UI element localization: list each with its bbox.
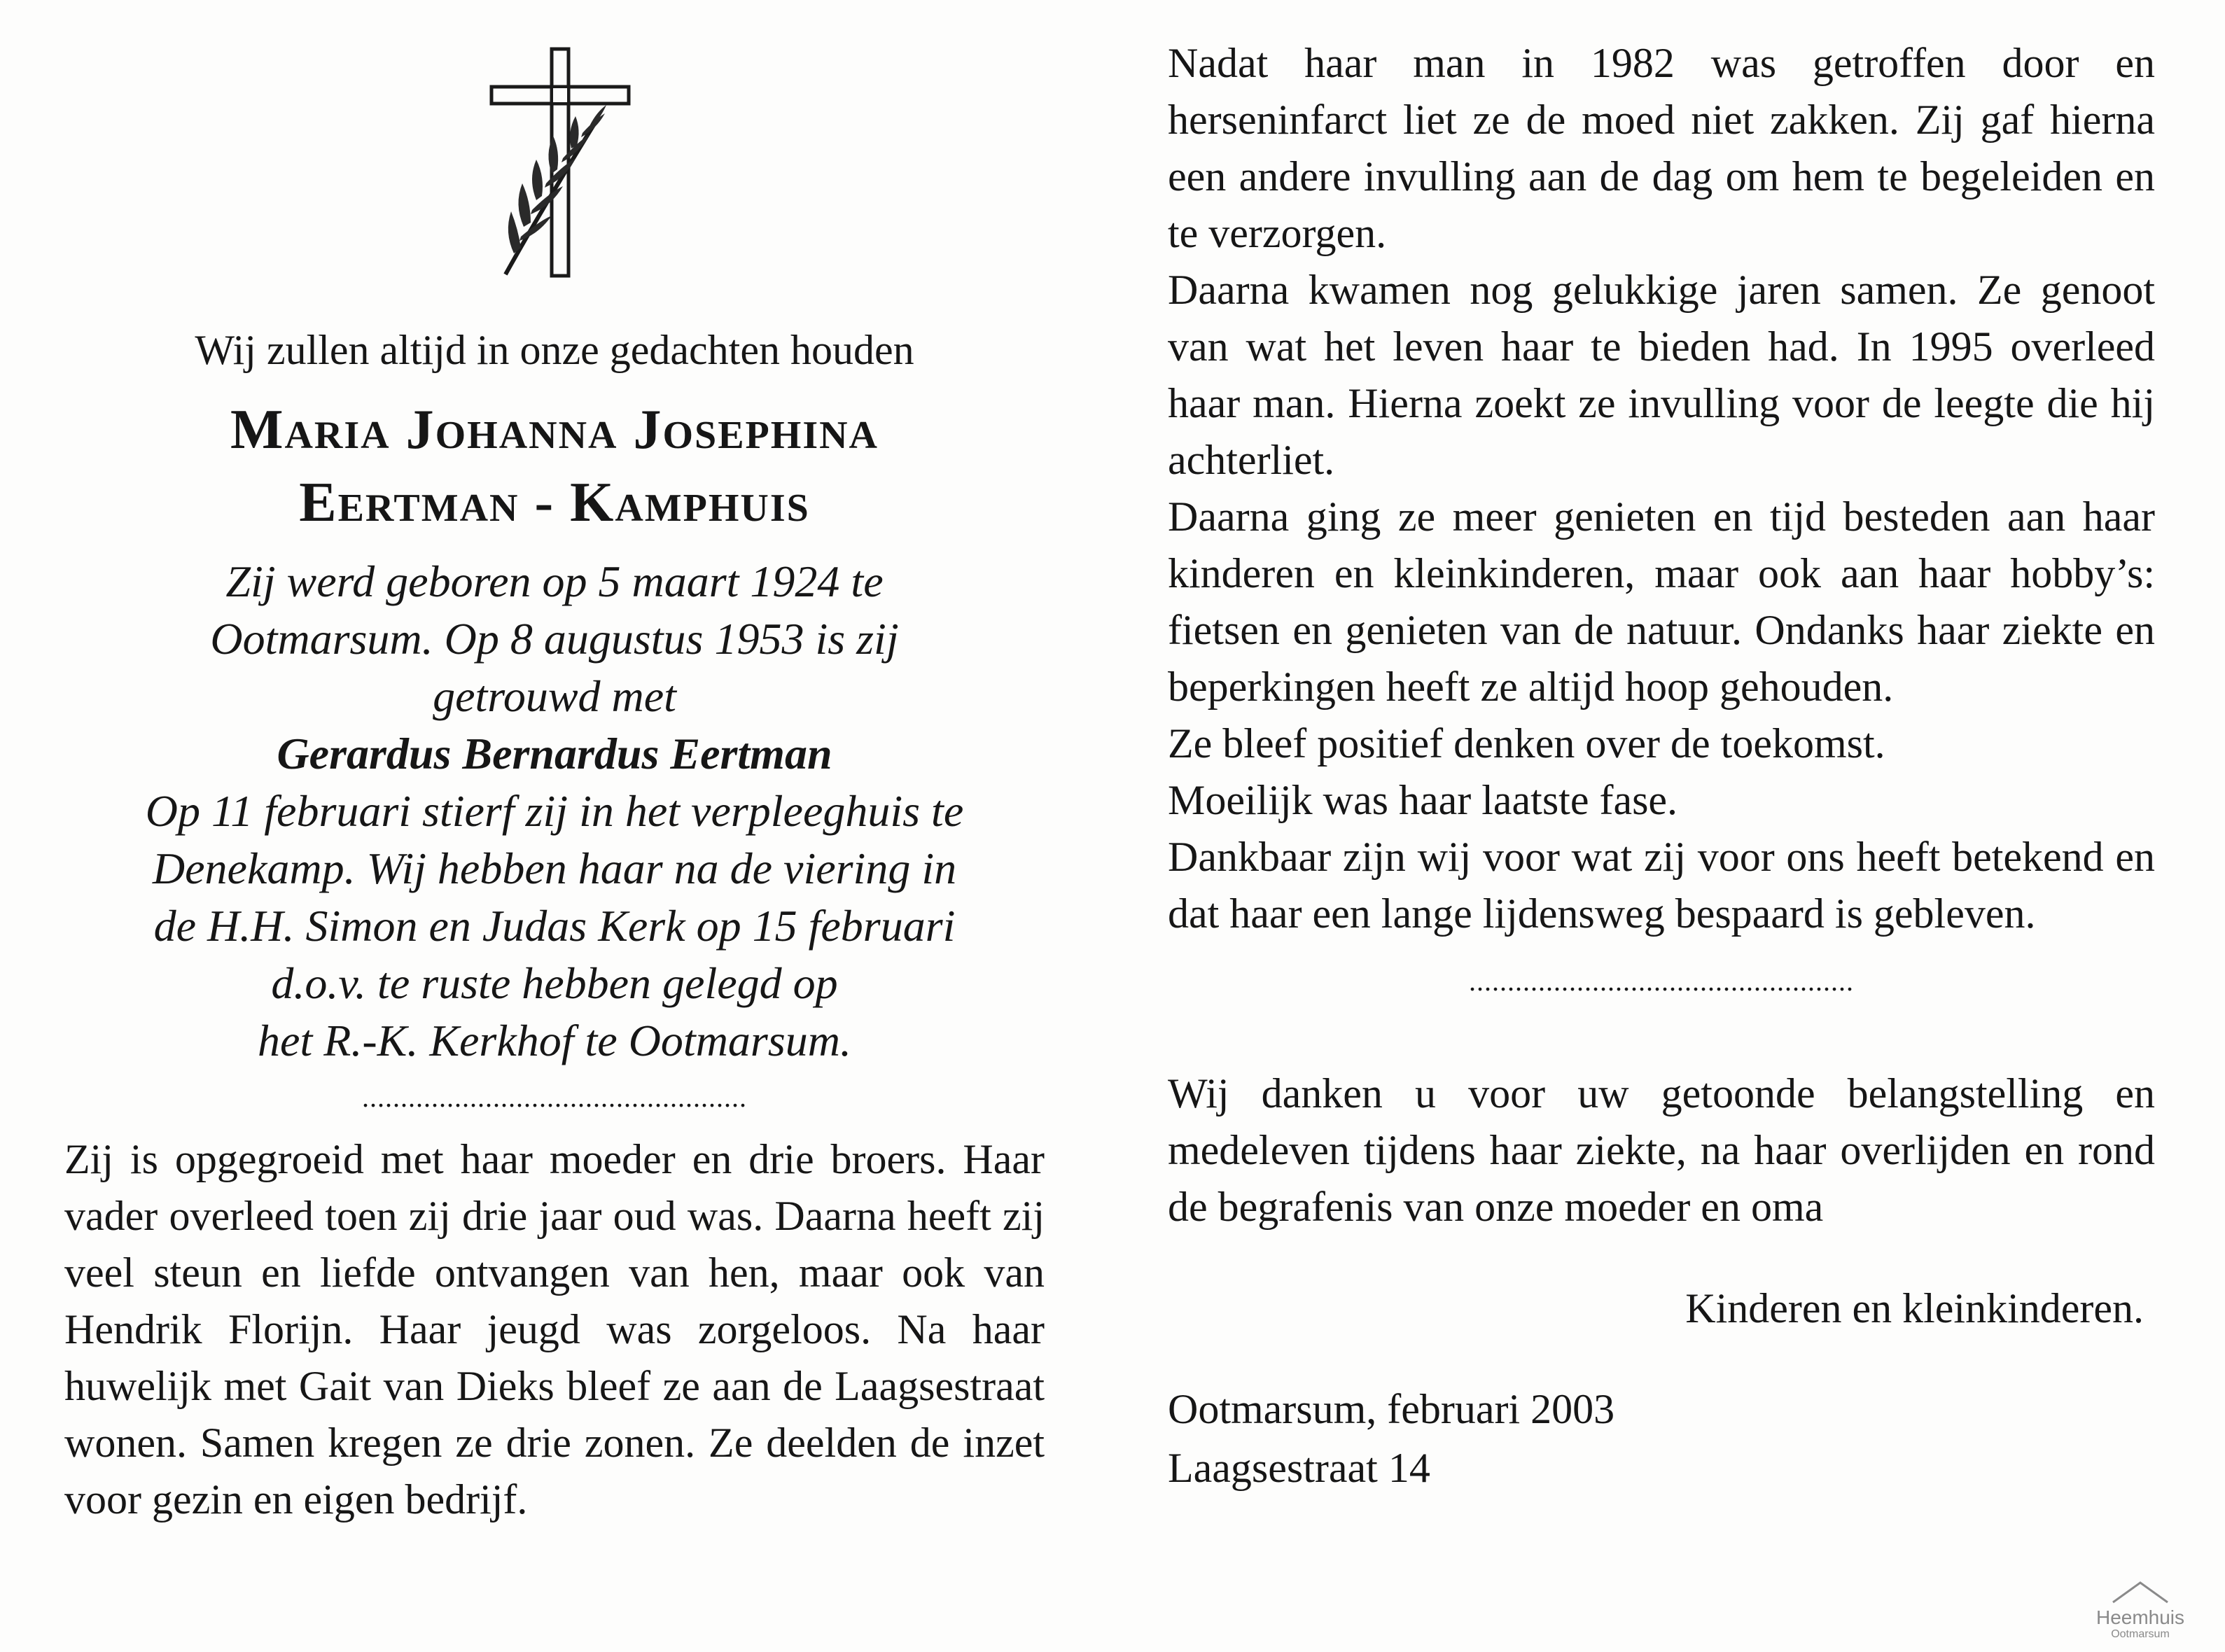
- birth-marriage-text: [64, 553, 1045, 1070]
- house-roof-icon: [2109, 1580, 2172, 1604]
- death-line: het R.-K. Kerkhof te Ootmarsum.: [258, 1016, 851, 1065]
- signoff: Kinderen en kleinkinderen.: [1685, 1285, 2144, 1331]
- intro-line: Wij zullen altijd in onze gedachten houden: [195, 327, 914, 373]
- death-line: de H.H. Simon en Judas Kerk op 15 februari: [153, 901, 956, 951]
- cross-area: [64, 35, 1045, 287]
- left-column: [64, 35, 1045, 1528]
- name-line-2: Eertman - Kamphuis: [299, 472, 810, 533]
- life-story: [64, 1131, 1045, 1528]
- birth-line: getrouwd met: [433, 671, 676, 721]
- right-column: [1168, 35, 2155, 1497]
- story-paragraph: Daarna ging ze meer genieten en tijd besteden aan haar kinderen en kleinkinderen, maar ook aan haar hobby’s: fietsen en genieten van de natuur. Ondanks haar ziekte en beperkingen heeft ze altijd hoop gehouden.: [1168, 493, 2155, 710]
- thanks-paragraph: Wij danken u voor uw getoonde belangstelling en medeleven tijdens haar ziekte, na haar overlijden en rond de begrafenis van onze moeder en oma: [1168, 1070, 2155, 1230]
- separator: ..................................................: [362, 1082, 747, 1113]
- place-date: Ootmarsum, februari 2003: [1168, 1386, 1615, 1432]
- death-line: Op 11 februari stierf zij in het verpleeghuis te: [145, 786, 964, 836]
- watermark-logo: [2081, 1580, 2200, 1641]
- story-paragraph: Moeilijk was haar laatste fase.: [1168, 777, 1678, 823]
- right-story: [1168, 35, 2155, 942]
- name-line-1: Maria Johanna Josephina: [230, 399, 879, 461]
- address: Laagsestraat 14: [1168, 1445, 1430, 1491]
- birth-line: Ootmarsum. Op 8 augustus 1953 is zij: [210, 614, 899, 664]
- spouse-name: Gerardus Bernardus Eertman: [277, 729, 832, 778]
- story-paragraph: Ze bleef positief denken over de toekomst.: [1168, 720, 1885, 766]
- watermark-title: Heemhuis: [2095, 1606, 2185, 1628]
- story-paragraph: Dankbaar zijn wij voor wat zij voor ons heeft betekend en dat haar een lange lijdensweg bespaard is gebleven.: [1168, 834, 2155, 937]
- birth-line: Zij werd geboren op 5 maart 1924 te: [225, 556, 884, 606]
- watermark-subtitle: Ootmarsum: [2111, 1628, 2170, 1640]
- thanks-text: [1168, 1065, 2155, 1236]
- life-story-paragraph: Zij is opgegroeid met haar moeder en drie broers. Haar vader overleed toen zij drie jaar oud was. Daarna heeft zij veel steun en liefde ontvangen van hen, maar ook van Hendrik Florijn. Haar jeugd was zorgeloos. Na haar huwelijk met Gait van Dieks bleef ze aan de Laagsestraat wonen. Samen kregen ze drie zonen. Ze deelden de inzet voor gezin en eigen bedrijf.: [64, 1136, 1045, 1522]
- story-paragraph: Daarna kwamen nog gelukkige jaren samen. Ze genoot van wat het leven haar te bieden had. In 1995 overleed haar man. Hierna zoekt ze invulling voor de leegte die hij achterliet.: [1168, 267, 2155, 483]
- separator: ..................................................: [1469, 965, 1854, 997]
- death-line: d.o.v. te ruste hebben gelegd op: [271, 958, 838, 1008]
- cross-with-palm-icon: [477, 43, 646, 281]
- place-address: [1168, 1380, 2155, 1497]
- story-paragraph: Nadat haar man in 1982 was getroffen door en herseninfarct liet ze de moed niet zakken. Zij gaf hierna een andere invulling aan de dag om hem te begeleiden en te verzorgen.: [1168, 40, 2155, 256]
- death-line: Denekamp. Wij hebben haar na de viering in: [152, 844, 957, 893]
- deceased-name: [64, 393, 1045, 539]
